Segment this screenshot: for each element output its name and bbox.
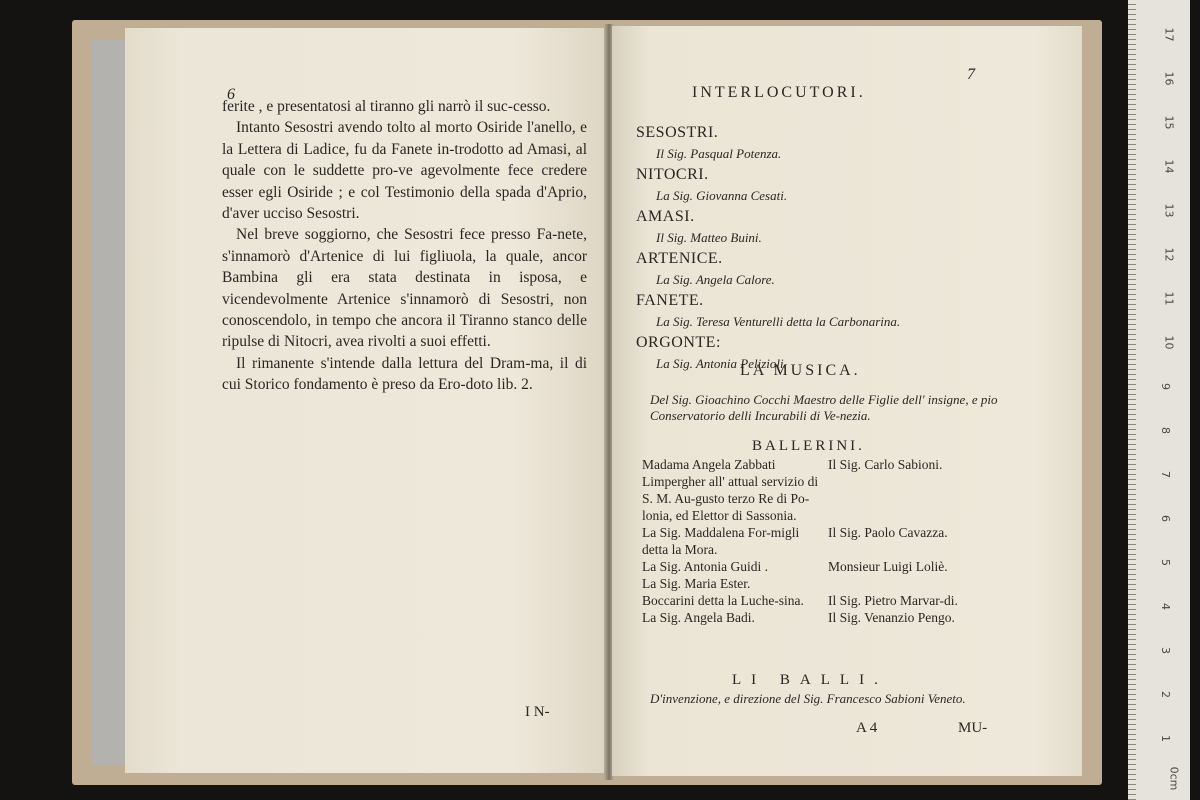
ruler-label: 4 (1159, 603, 1172, 610)
cast-entry (636, 122, 1056, 164)
dancer-right (822, 575, 1022, 592)
dancer-left: Madama Angela Zabbati Limpergher all' attual servizio di S. M. Au-gusto terzo Re di Po-lonia, ed Elettor di Sassonia. (642, 457, 819, 523)
right-page-number: 7 (967, 66, 975, 83)
ruler-label: 3 (1159, 647, 1172, 654)
dancer-left: La Sig. Angela Badi. (642, 610, 755, 625)
paragraph-1: ferite , e presentatosi al tiranno gli narrò il suc-cesso. (222, 98, 551, 115)
cast-entry (636, 290, 1056, 332)
left-page-number: 6 (227, 86, 235, 103)
dancer-left: La Sig. Maddalena For-migli detta la Mora. (642, 525, 800, 557)
ruler-label: 5 (1159, 559, 1172, 566)
ruler-label: 2 (1159, 691, 1172, 698)
ruler-label: 6 (1159, 515, 1172, 522)
actor-name: La Sig. Teresa Venturelli detta la Carbonarina. (656, 314, 901, 329)
dancer-row (642, 609, 1022, 626)
ruler-label: 10 (1162, 335, 1176, 350)
ruler-label: 12 (1162, 247, 1176, 262)
ballerini-heading: BALLERINI. (752, 438, 865, 454)
measuring-ruler (1128, 0, 1190, 800)
dancer-left: Boccarini detta la Luche-sina. (642, 593, 804, 608)
ruler-label: 1 (1159, 735, 1172, 742)
ruler-label: 17 (1162, 27, 1176, 42)
cast-entry (636, 206, 1056, 248)
ruler-label: 13 (1162, 203, 1176, 218)
actor-name: La Sig. Angela Calore. (656, 272, 775, 287)
paragraph-2: Intanto Sesostri avendo tolto al morto Osiride l'anello, e la Lettera di Ladice, fu da Fanete in-trodotto ad Amasi, al quale con le suddette pro-ve agevolmente fece credere esser egli Osiride ; e col Testimonio della spada d'Aprio, d'aver ucciso Sesostri. (222, 119, 587, 223)
role-name: SESOSTRI. (636, 124, 719, 141)
musica-heading: LA MUSICA. (740, 362, 861, 379)
dancer-right: Il Sig. Paolo Cavazza. (828, 525, 948, 540)
role-name: AMASI. (636, 208, 695, 225)
cast-entry (636, 164, 1056, 206)
dancer-row (642, 456, 1022, 524)
dancer-row (642, 575, 1022, 592)
left-catchword: I N- (525, 704, 550, 720)
dancer-row (642, 524, 1022, 558)
ballerini-list (642, 456, 1022, 626)
left-page-body (222, 96, 587, 396)
balli-heading: LI BALLI. (732, 672, 888, 688)
dancer-right: Il Sig. Pietro Marvar-di. (828, 593, 958, 608)
dancer-row (642, 592, 1022, 609)
role-name: NITOCRI. (636, 166, 709, 183)
left-page (125, 28, 610, 773)
balli-credit: D'invenzione, e direzione del Sig. Francesco Sabioni Veneto. (650, 691, 966, 706)
dancer-left: La Sig. Maria Ester. (642, 576, 751, 591)
ruler-label: 8 (1159, 427, 1172, 434)
ruler-label: 9 (1159, 383, 1172, 390)
paragraph-4: Il rimanente s'intende dalla lettura del Dram-ma, il di cui Storico fondamento è preso da Ero-doto lib. 2. (222, 354, 587, 394)
ruler-label: 14 (1162, 159, 1176, 174)
signature-mark: A 4 (856, 720, 878, 736)
ruler-label: 16 (1162, 71, 1176, 86)
cast-list (636, 122, 1056, 374)
ruler-label: 15 (1162, 115, 1176, 130)
right-page (612, 26, 1082, 776)
actor-name: Il Sig. Pasqual Potenza. (656, 146, 782, 161)
ruler-label: 0cm (1167, 766, 1181, 791)
actor-name: Il Sig. Matteo Buini. (656, 230, 762, 245)
paragraph-3: Nel breve soggiorno, che Sesostri fece presso Fa-nete, s'innamorò d'Artenice di lui figliuola, la quale, ancor Bambina gli era stata destinata in isposa, e vicendevolmente Artenice s'innamorò di Sesostri, non conoscendolo, in tempo che ancora il Tiranno stanco delle ripulse di Nitocri, avea rivolti a suoi effetti. (222, 226, 587, 351)
dancer-right: Monsieur Luigi Loliè. (828, 559, 948, 574)
musica-credit: Del Sig. Gioachino Cocchi Maestro delle Figlie dell' insigne, e pio Conservatorio delli Incurabili di Ve-nezia. (650, 392, 998, 423)
cast-title: INTERLOCUTORI. (692, 84, 866, 101)
role-name: FANETE. (636, 292, 704, 309)
cast-entry (636, 248, 1056, 290)
role-name: ORGONTE: (636, 334, 721, 351)
dancer-left: La Sig. Antonia Guidi . (642, 559, 768, 574)
dancer-right: Il Sig. Venanzio Pengo. (828, 610, 955, 625)
role-name: ARTENICE. (636, 250, 723, 267)
right-catchword: MU- (958, 720, 988, 736)
ruler-label: 11 (1162, 291, 1176, 306)
ruler-label: 7 (1159, 471, 1172, 478)
dancer-right: Il Sig. Carlo Sabioni. (828, 457, 943, 472)
actor-name: La Sig. Antonia Pelizioli. (656, 356, 787, 371)
actor-name: La Sig. Giovanna Cesati. (656, 188, 788, 203)
dancer-row (642, 558, 1022, 575)
